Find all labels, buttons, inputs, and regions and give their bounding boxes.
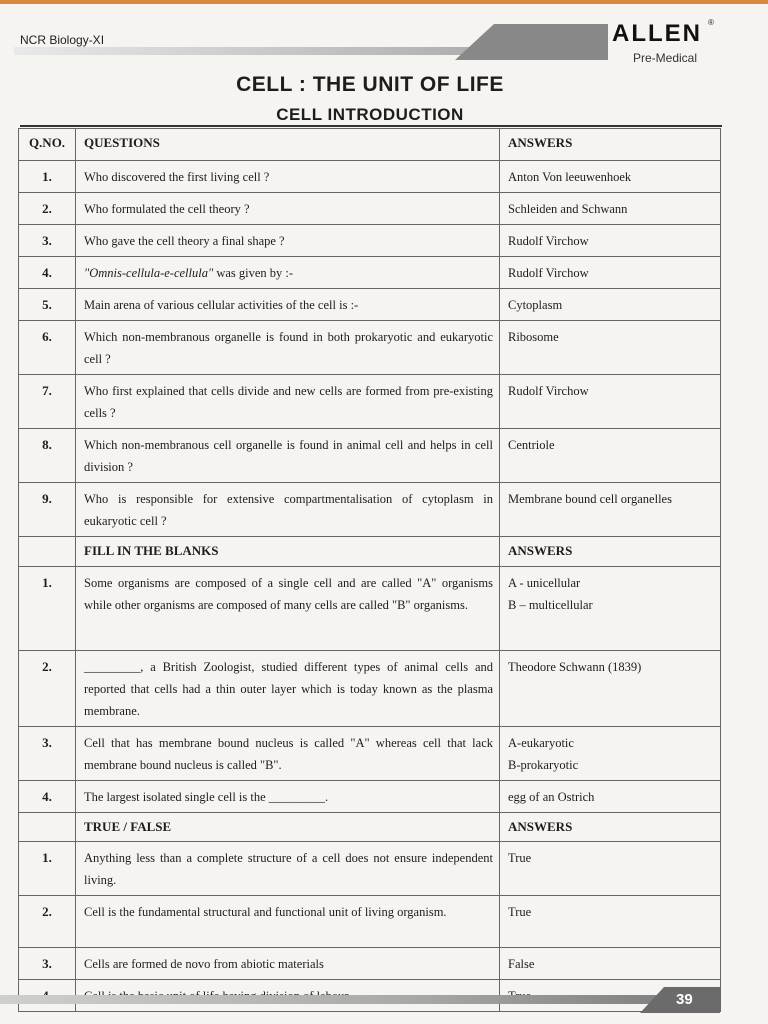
answer-cell — [500, 651, 721, 727]
question-number: 3. — [19, 225, 76, 257]
question-number: 2. — [19, 651, 76, 727]
question-number: 1. — [19, 161, 76, 193]
top-edge-stripe — [0, 0, 768, 4]
question-text: Cell is the fundamental structural and functional unit of living organism. — [76, 896, 500, 948]
answer-text: Ribosome — [500, 321, 721, 375]
answer-text: Rudolf Virchow — [500, 257, 721, 289]
section-header-row — [19, 537, 721, 567]
col-qno-header: Q.NO. — [19, 129, 76, 161]
question-text: Who gave the cell theory a final shape ? — [76, 225, 500, 257]
answer-line-a: Theodore Schwann (1839) — [508, 660, 642, 674]
question-table — [18, 128, 721, 1012]
table-row — [19, 842, 721, 896]
table-row — [19, 289, 721, 321]
answer-line-b: B-prokaryotic — [508, 758, 579, 772]
question-text: Which non-membranous cell organelle is found in animal cell and helps in cell division ? — [76, 429, 500, 483]
table-row — [19, 429, 721, 483]
question-text: Who is responsible for extensive compartmentalisation of cytoplasm in eukaryotic cell ? — [76, 483, 500, 537]
question-text: Cell that has membrane bound nucleus is called "A" whereas cell that lack membrane bound nucleus is called "B". — [76, 727, 500, 781]
fill-blanks-heading: FILL IN THE BLANKS — [76, 537, 500, 567]
question-number: 7. — [19, 375, 76, 429]
brand-logo: ALLEN — [612, 20, 702, 47]
registered-mark: ® — [708, 18, 714, 27]
section-header-row — [19, 813, 721, 842]
answer-cell — [500, 567, 721, 651]
book-subject: NCR Biology-XI — [20, 33, 105, 47]
question-text: Which non-membranous organelle is found in both prokaryotic and eukaryotic cell ? — [76, 321, 500, 375]
answer-text: Schleiden and Schwann — [500, 193, 721, 225]
table-row — [19, 651, 721, 727]
table-row — [19, 193, 721, 225]
table-header-row — [19, 129, 721, 161]
table-row — [19, 567, 721, 651]
page-number: 39 — [676, 991, 693, 1008]
question-number: 5. — [19, 289, 76, 321]
question-number: 3. — [19, 948, 76, 980]
answer-line-a: A-eukaryotic — [508, 736, 574, 750]
answers-heading: ANSWERS — [500, 537, 721, 567]
table-row — [19, 727, 721, 781]
question-text: Who formulated the cell theory ? — [76, 193, 500, 225]
question-text: Some organisms are composed of a single cell and are called "A" organisms while other organisms are composed of many cells are called "B" organisms. — [76, 567, 500, 651]
answer-line-a: A - unicellular — [508, 576, 581, 590]
true-false-heading: TRUE / FALSE — [76, 813, 500, 842]
question-number: 9. — [19, 483, 76, 537]
answer-text: egg of an Ostrich — [500, 781, 721, 813]
empty-cell — [19, 813, 76, 842]
question-text: Anything less than a complete structure of a cell does not ensure independent living. — [76, 842, 500, 896]
table-row — [19, 257, 721, 289]
table-row — [19, 781, 721, 813]
question-text: Who discovered the first living cell ? — [76, 161, 500, 193]
answer-text: Centriole — [500, 429, 721, 483]
question-number: 6. — [19, 321, 76, 375]
section-title: CELL INTRODUCTION — [276, 105, 464, 124]
table-row — [19, 948, 721, 980]
title-rule — [20, 125, 722, 127]
question-text: Who first explained that cells divide and new cells are formed from pre-existing cells ? — [76, 375, 500, 429]
question-text-rest: was given by :- — [213, 266, 294, 280]
col-answers-header: ANSWERS — [500, 129, 721, 161]
question-number: 4. — [19, 781, 76, 813]
question-number: 2. — [19, 193, 76, 225]
answer-text: Membrane bound cell organelles — [500, 483, 721, 537]
question-number: 4. — [19, 257, 76, 289]
table-row — [19, 225, 721, 257]
table-row — [19, 321, 721, 375]
question-text: _________, a British Zoologist, studied different types of animal cells and reported that cells had a thin outer layer which is today known as the plasma membrane. — [76, 651, 500, 727]
answer-text: Rudolf Virchow — [500, 375, 721, 429]
question-text: Cells are formed de novo from abiotic materials — [76, 948, 500, 980]
empty-cell — [19, 537, 76, 567]
table-row — [19, 161, 721, 193]
answer-text: Anton Von leeuwenhoek — [500, 161, 721, 193]
answer-text: Cytoplasm — [500, 289, 721, 321]
question-text — [76, 257, 500, 289]
chapter-title: CELL : THE UNIT OF LIFE — [236, 73, 504, 96]
answer-text: False — [500, 948, 721, 980]
col-questions-header: QUESTIONS — [76, 129, 500, 161]
question-number: 1. — [19, 567, 76, 651]
question-text: Main arena of various cellular activities of the cell is :- — [76, 289, 500, 321]
table-row — [19, 375, 721, 429]
answer-text: Rudolf Virchow — [500, 225, 721, 257]
answer-text: True — [500, 842, 721, 896]
answer-cell — [500, 727, 721, 781]
question-number: 1. — [19, 842, 76, 896]
question-text: The largest isolated single cell is the _________. — [76, 781, 500, 813]
table-row — [19, 483, 721, 537]
latin-phrase: "Omnis-cellula-e-cellula" — [84, 266, 214, 280]
answer-text: True — [500, 896, 721, 948]
question-number: 8. — [19, 429, 76, 483]
brand-subtitle: Pre-Medical — [633, 51, 698, 65]
answer-line-b: B – multicellular — [508, 598, 593, 612]
question-number: 2. — [19, 896, 76, 948]
answers-heading: ANSWERS — [500, 813, 721, 842]
question-number: 3. — [19, 727, 76, 781]
footer-band — [0, 995, 690, 1004]
table-row — [19, 896, 721, 948]
